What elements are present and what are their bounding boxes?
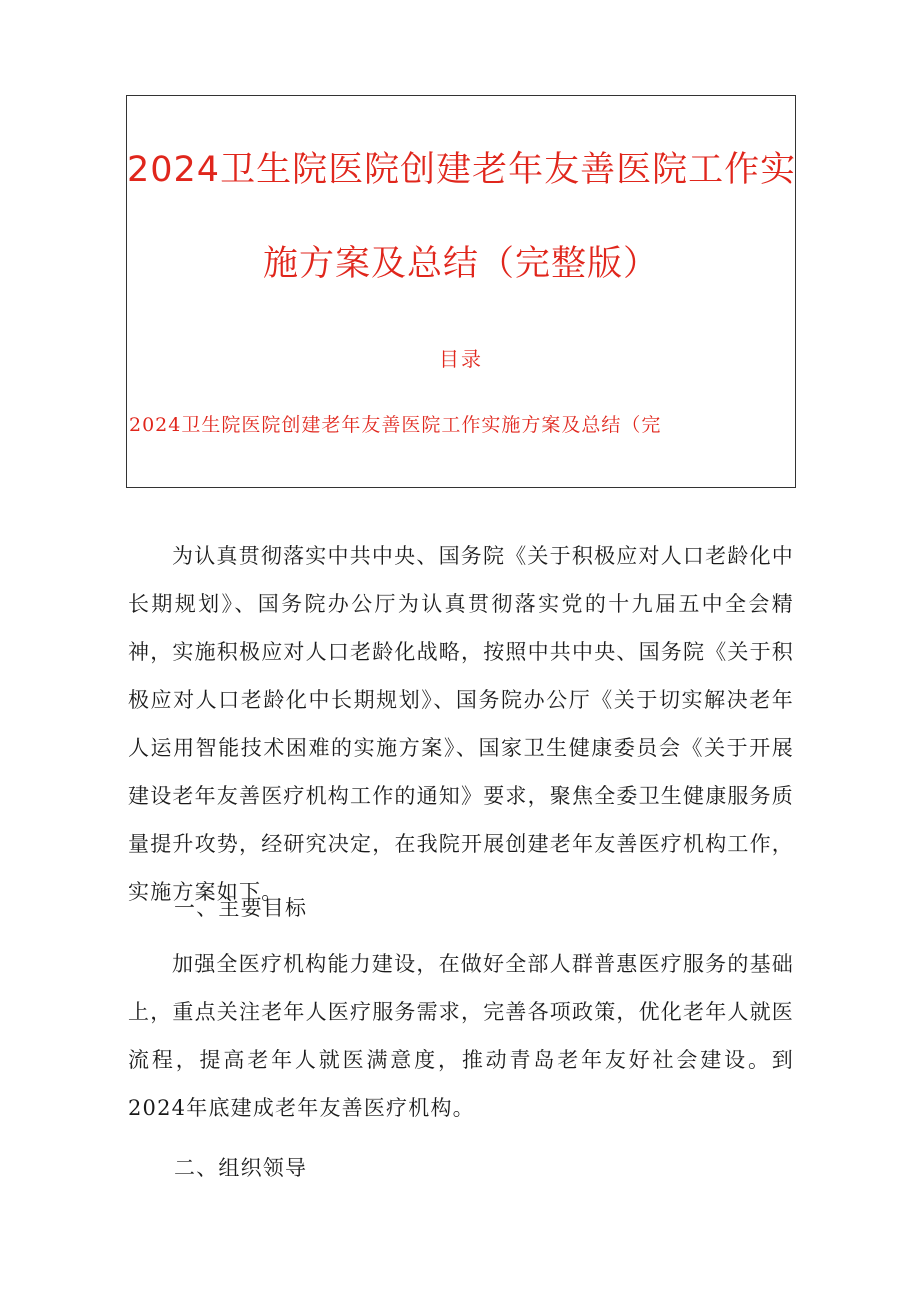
document-title-line-1: 2024卫生院医院创建老年友善医院工作实: [127, 150, 797, 190]
section-heading-goals: 一、主要目标: [174, 896, 308, 920]
document-title-line-2: 施方案及总结（完整版）: [262, 244, 659, 284]
cover-box: [126, 95, 796, 488]
section-heading-leadership: 二、组织领导: [174, 1156, 308, 1180]
goals-paragraph: 加强全医疗机构能力建设，在做好全部人群普惠医疗服务的基础上，重点关注老年人医疗服务需求，完善各项政策，优化老年人就医流程，提高老年人就医满意度，推动青岛老年友好社会建设。到2024年底建成老年友善医疗机构。: [128, 952, 794, 1120]
intro-paragraph: 为认真贯彻落实中共中央、国务院《关于积极应对人口老龄化中长期规划》、国务院办公厅为认真贯彻落实党的十九届五中全会精神，实施积极应对人口老龄化战略，按照中共中央、国务院《关于积极应对人口老龄化中长期规划》、国务院办公厅《关于切实解决老年人运用智能技术困难的实施方案》、国家卫生健康委员会《关于开展建设老年友善医疗机构工作的通知》要求，聚焦全委卫生健康服务质量提升攻势，经研究决定，在我院开展创建老年友善医疗机构工作，实施方案如下。: [128, 544, 794, 904]
toc-heading: 目录: [439, 347, 483, 371]
toc-entry[interactable]: 2024卫生院医院创建老年友善医院工作实施方案及总结（完: [129, 414, 662, 436]
